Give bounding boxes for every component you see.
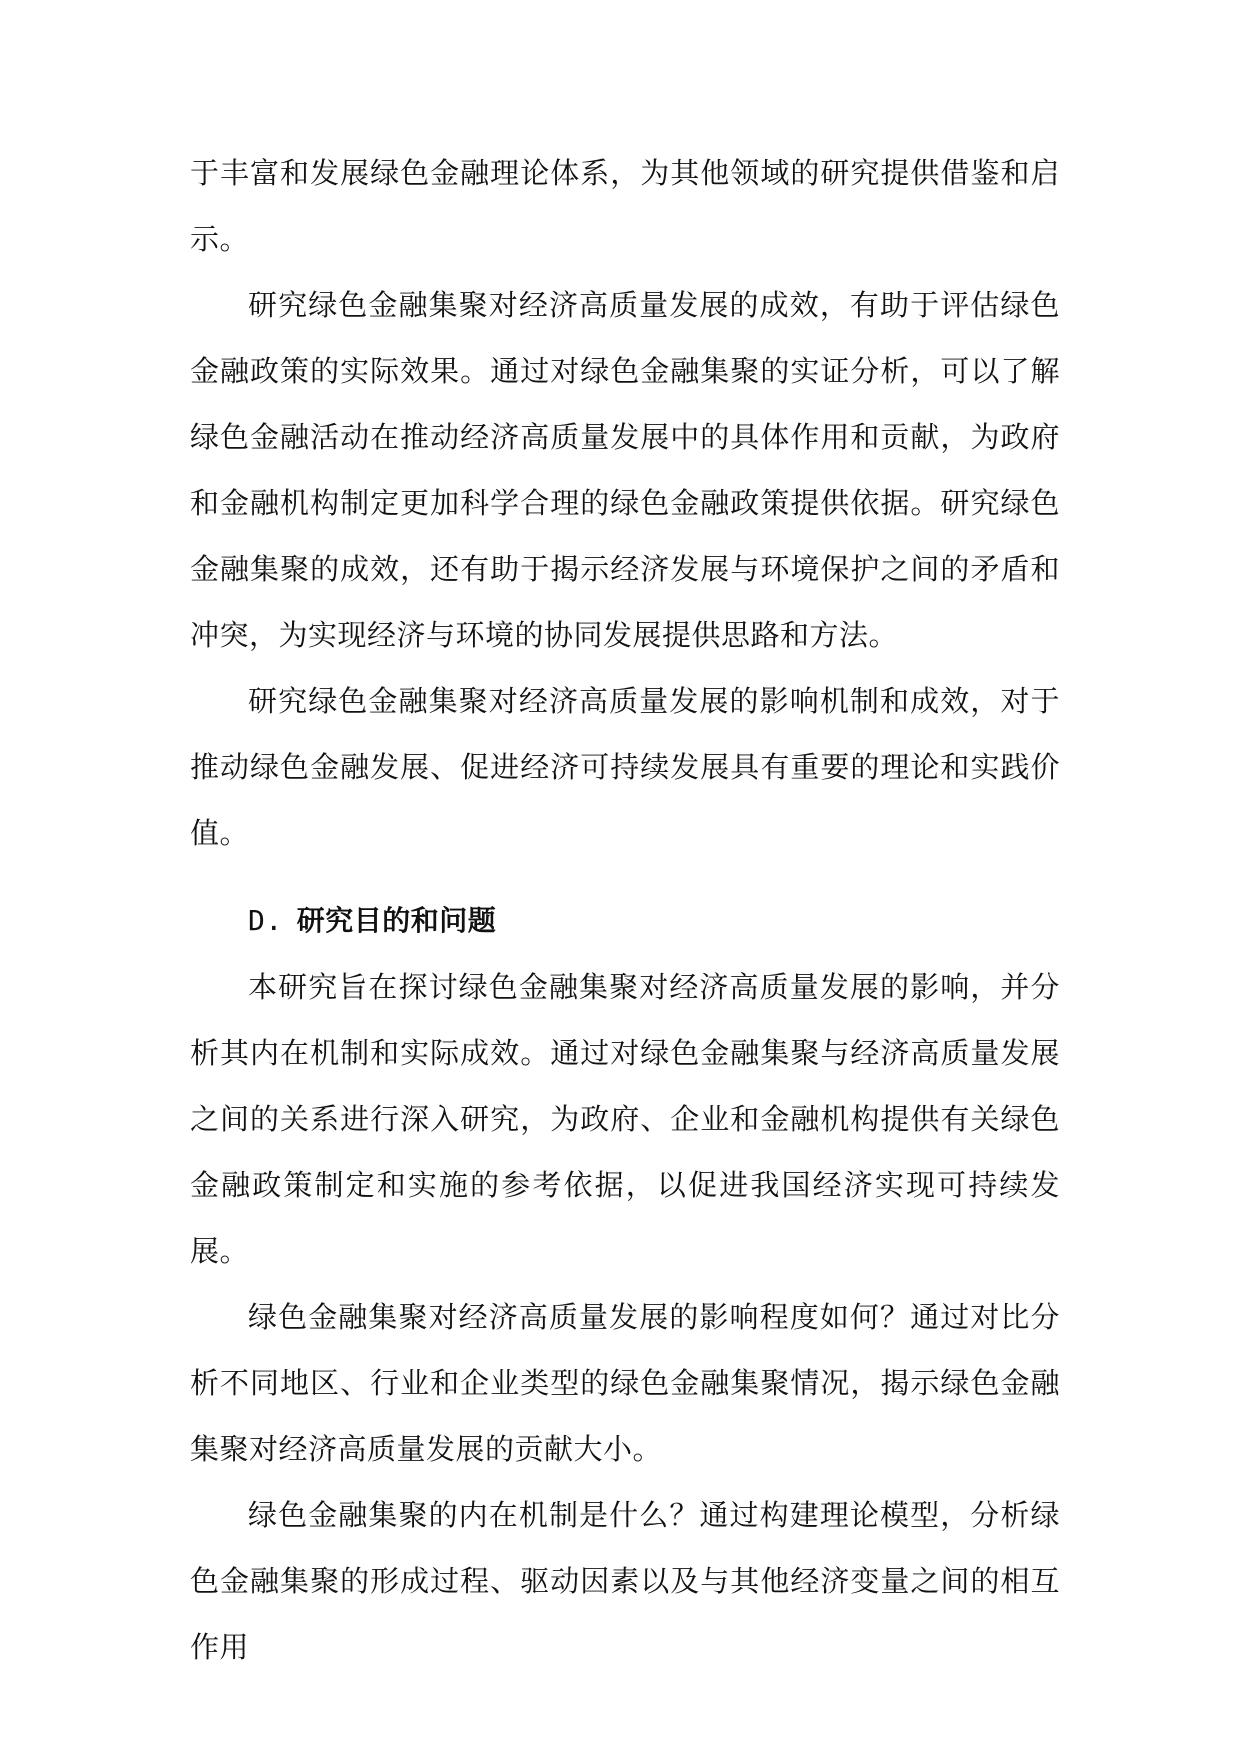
section-heading	[190, 866, 1060, 954]
paragraph: 绿色金融集聚的内在机制是什么？通过构建理论模型，分析绿色金融集聚的形成过程、驱动因素以及与其他经济变量之间的相互作用	[190, 1498, 1060, 1664]
paragraph-continuation: 于丰富和发展绿色金融理论体系，为其他领域的研究提供借鉴和启示。	[190, 156, 1060, 256]
paragraph: 研究绿色金融集聚对经济高质量发展的成效，有助于评估绿色金融政策的实际效果。通过对绿色金融集聚的实证分析，可以了解绿色金融活动在推动经济高质量发展中的具体作用和贡献，为政府和金融机构制定更加科学合理的绿色金融政策提供依据。研究绿色金融集聚的成效，还有助于揭示经济发展与环境保护之间的矛盾和冲突，为实现经济与环境的协同发展提供思路和方法。	[190, 288, 1060, 652]
section-title: 研究目的和问题	[296, 904, 497, 937]
paragraph: 本研究旨在探讨绿色金融集聚对经济高质量发展的影响，并分析其内在机制和实际成效。通过对绿色金融集聚与经济高质量发展之间的关系进行深入研究，为政府、企业和金融机构提供有关绿色金融政策制定和实施的参考依据，以促进我国经济实现可持续发展。	[190, 970, 1060, 1268]
section-label: D.	[248, 904, 283, 937]
paragraph: 绿色金融集聚对经济高质量发展的影响程度如何？通过对比分析不同地区、行业和企业类型的绿色金融集聚情况，揭示绿色金融集聚对经济高质量发展的贡献大小。	[190, 1300, 1060, 1466]
paragraph: 研究绿色金融集聚对经济高质量发展的影响机制和成效，对于推动绿色金融发展、促进经济可持续发展具有重要的理论和实践价值。	[190, 684, 1060, 850]
document-body	[190, 140, 1060, 1680]
